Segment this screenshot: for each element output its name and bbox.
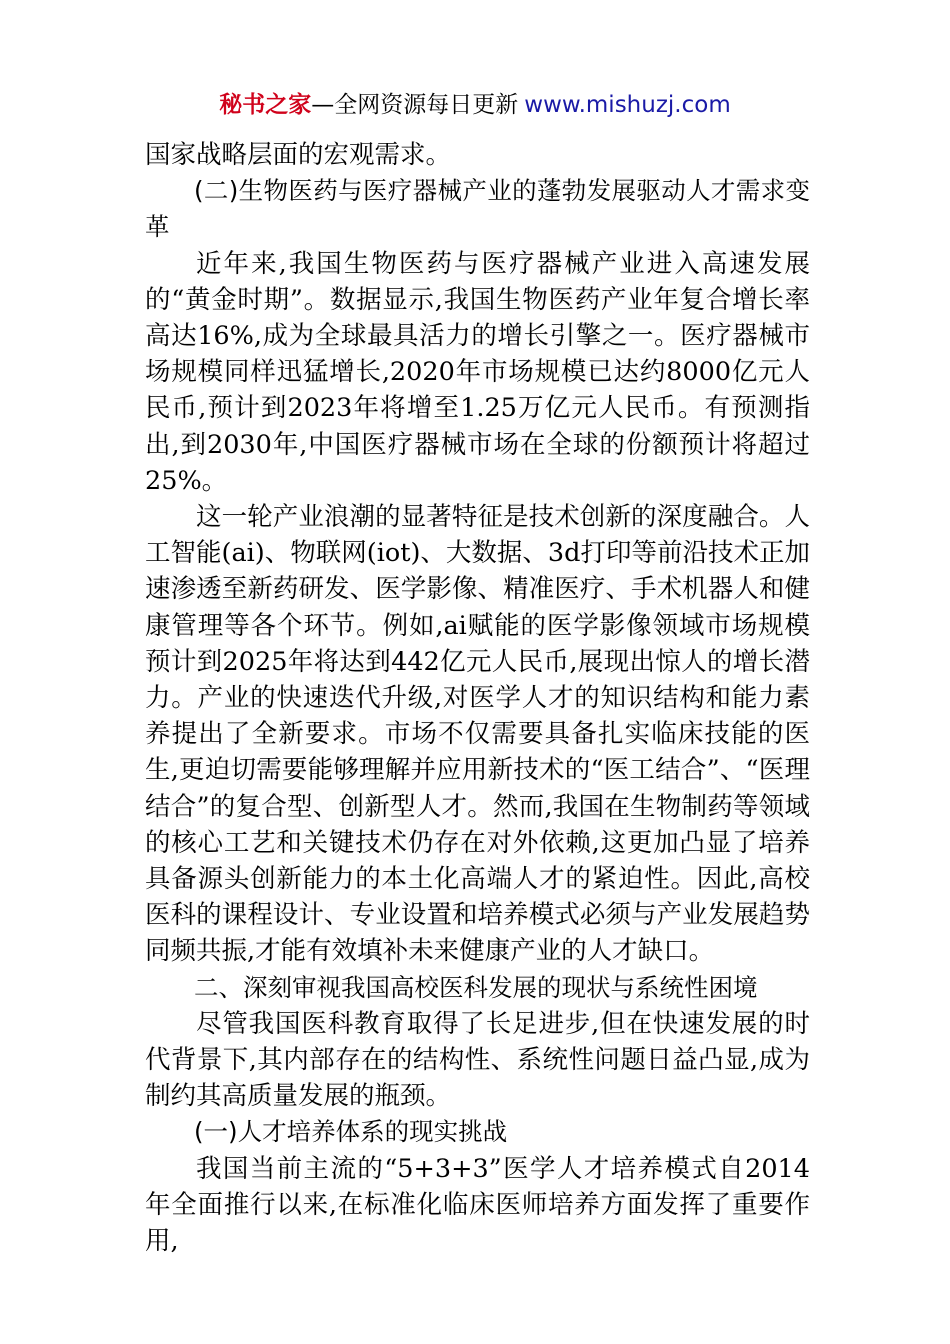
subheading-2: (二)生物医药与医疗器械产业的蓬勃发展驱动人才需求变革 bbox=[145, 176, 810, 242]
paragraph-continuation: 国家战略层面的宏观需求。 bbox=[145, 140, 452, 170]
paragraph-tech-fusion: 这一轮产业浪潮的显著特征是技术创新的深度融合。人工智能(ai)、物联网(iot)、大数据、3d打印等前沿技术正加速渗透至新药研发、医学影像、精准医疗、手术机器人和健康管理等各个环节。例如,ai赋能的医学影像领域市场规模预计到2025年将达到442亿元人民币,展现出惊人的增长潜力。产业的快速迭代升级,对医学人才的知识结构和能力素养提出了全新要求。市场不仅需要具备扎实临床技能的医生,更迫切需要能够理解并应用新技术的“医工结合”、“医理结合”的复合型、创新型人才。然而,我国在生物制药等领域的核心工艺和关键技术仍存在对外依赖,这更加凸显了培养具备源头创新能力的本土化高端人才的紧迫性。因此,高校医科的课程设计、专业设置和培养模式必须与产业发展趋势同频共振,才能有效填补未来健康产业的人才缺口。 bbox=[145, 502, 810, 967]
paragraph-section-intro: 尽管我国医科教育取得了长足进步,但在快速发展的时代背景下,其内部存在的结构性、系统性问题日益凸显,成为制约其高质量发展的瓶颈。 bbox=[145, 1008, 810, 1112]
site-brand: 秘书之家 bbox=[219, 92, 312, 118]
paragraph-industry-growth: 近年来,我国生物医药与医疗器械产业进入高速发展的“黄金时期”。数据显示,我国生物医药产业年复合增长率高达16%,成为全球最具活力的增长引擎之一。医疗器械市场规模同样迅猛增长,2020年市场规模已达约8000亿元人民币,预计到2023年将增至1.25万亿元人民币。有预测指出,到2030年,中国医疗器械市场在全球的份额预计将超过25%。 bbox=[145, 248, 810, 496]
site-tagline: —全网资源每日更新 bbox=[311, 92, 519, 118]
document-body bbox=[145, 137, 810, 1259]
site-url-link[interactable]: www.mishuzj.com bbox=[524, 92, 731, 118]
section-heading-2: 二、深刻审视我国高校医科发展的现状与系统性困境 bbox=[194, 972, 758, 1002]
paragraph-training-model: 我国当前主流的“5+3+3”医学人才培养模式自2014年全面推行以来,在标准化临床医师培养方面发挥了重要作用, bbox=[145, 1153, 810, 1257]
page-header bbox=[0, 88, 950, 122]
subheading-1: (一)人才培养体系的现实挑战 bbox=[194, 1117, 508, 1147]
